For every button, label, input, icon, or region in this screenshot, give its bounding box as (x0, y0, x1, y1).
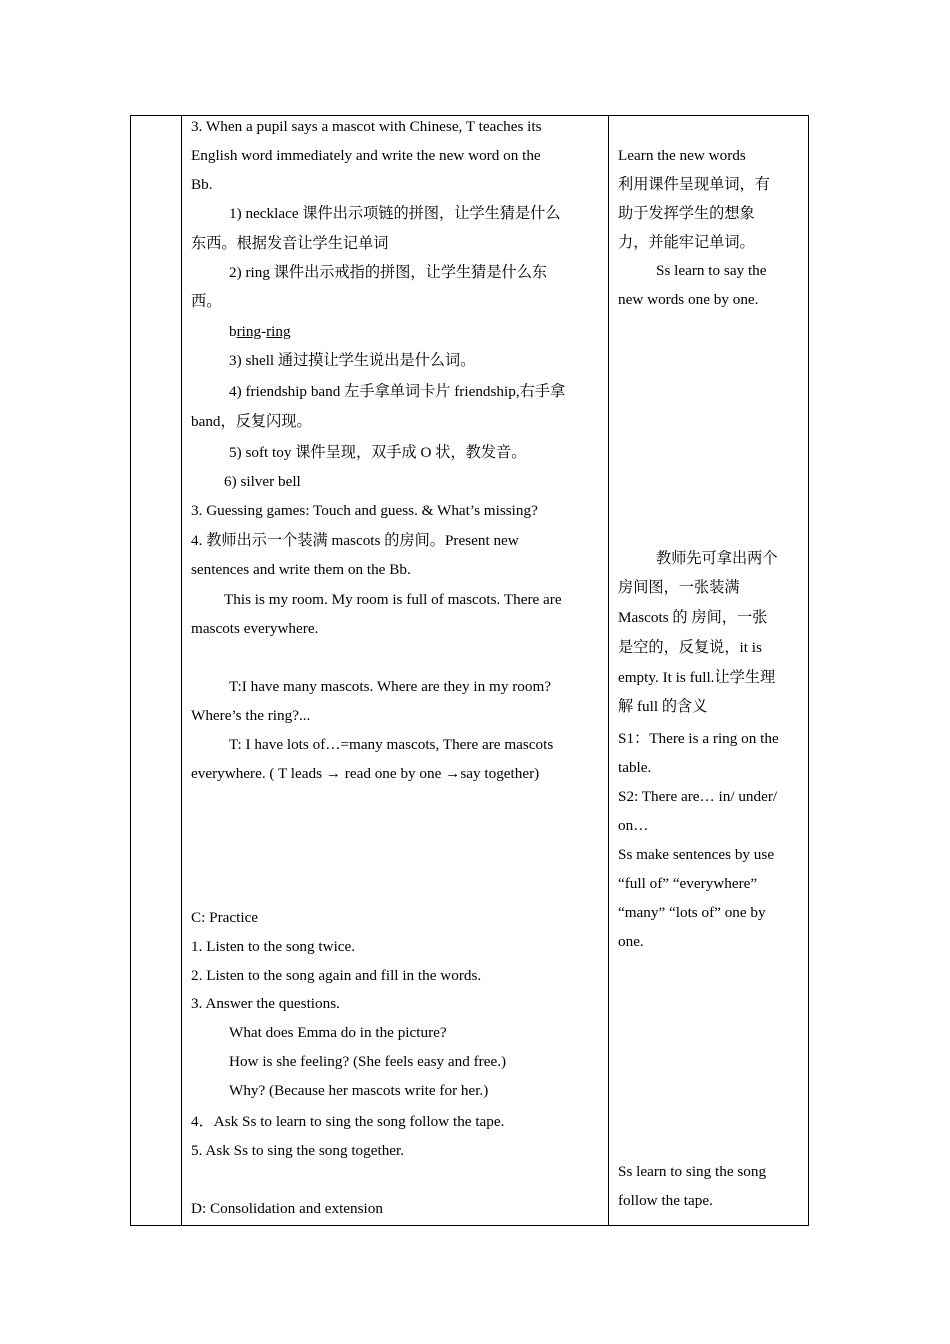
section-heading-consolidation: D: Consolidation and extension (191, 1200, 383, 1217)
text-line: 2) ring 课件出示戒指的拼图，让学生猜是什么东 (229, 264, 548, 281)
note-line: S2: There are… in/ under/ (618, 788, 778, 805)
text-line: 4) friendship band 左手拿单词卡片 friendship,右手拿 (229, 383, 566, 400)
underlined-ring-2: ring (266, 323, 291, 340)
note-line: “many” “lots of” one by (618, 904, 766, 921)
text-line: 西。 (191, 293, 222, 310)
text-line: 东西。根据发音让学生记单词 (191, 235, 389, 252)
text-line: What does Emma do in the picture? (229, 1024, 447, 1041)
note-line: 是空的，反复说，it is (618, 639, 762, 656)
note-line: 力，并能牢记单词。 (618, 234, 755, 251)
text-line: 3. Guessing games: Touch and guess. & What’s missing? (191, 502, 538, 519)
note-line: follow the tape. (618, 1192, 713, 1209)
note-line: empty. It is full.让学生理 (618, 669, 776, 686)
column-divider-1 (181, 116, 182, 1225)
letter-b: b (229, 323, 237, 340)
text-line: Why? (Because her mascots write for her.) (229, 1082, 489, 1099)
text-line: 4．Ask Ss to learn to sing the song follow the tape. (191, 1113, 505, 1130)
note-line: new words one by one. (618, 291, 759, 308)
text-line: 5) soft toy 课件呈现，双手成 O 状，教发音。 (229, 444, 527, 461)
lesson-plan-table (130, 115, 809, 1226)
text-line: 1. Listen to the song twice. (191, 938, 356, 955)
note-line: Ss make sentences by use (618, 846, 775, 863)
note-line: Ss learn to sing the song (618, 1163, 767, 1180)
text-line: everywhere. ( T leads → read one by one →say together) (191, 765, 540, 782)
text-line: Where’s the ring?... (191, 707, 311, 724)
note-line: one. (618, 933, 644, 950)
text-line: 3) shell 通过摸让学生说出是什么词。 (229, 352, 476, 369)
text-line: English word immediately and write the new word on the (191, 147, 541, 164)
purpose-column (618, 116, 802, 1225)
text-line: This is my room. My room is full of mascots. There are (224, 591, 562, 608)
note-line: Ss learn to say the (656, 262, 767, 279)
note-line: 房间图，一张装满 (618, 579, 740, 596)
note-line: 助于发挥学生的想象 (618, 205, 755, 222)
hyphen: - (261, 323, 267, 340)
text-line: band，反复闪现。 (191, 413, 312, 430)
column-divider-2 (608, 116, 609, 1225)
text-line: 2. Listen to the song again and fill in the words. (191, 967, 482, 984)
word-split-line (191, 322, 291, 342)
text-line: sentences and write them on the Bb. (191, 561, 411, 578)
text-line: 6) silver bell (224, 473, 301, 490)
note-line: Mascots 的 房间，一张 (618, 609, 768, 626)
text-line: mascots everywhere. (191, 620, 319, 637)
section-heading-practice: C: Practice (191, 909, 259, 926)
underlined-ring-1: ring (236, 323, 262, 340)
note-line: on… (618, 817, 649, 834)
text-line: 4. 教师出示一个装满 mascots 的房间。Present new (191, 532, 519, 549)
text-line: 3. When a pupil says a mascot with Chinese, T teaches its (191, 118, 542, 135)
text-line: 3. Answer the questions. (191, 995, 340, 1012)
note-line: Learn the new words (618, 147, 746, 164)
note-line: table. (618, 759, 652, 776)
note-line: 解 full 的含义 (618, 698, 708, 715)
text-line: How is she feeling? (She feels easy and free.) (229, 1053, 507, 1070)
text-line: T: I have lots of…=many mascots, There are mascots (229, 736, 554, 753)
text-line: T:I have many mascots. Where are they in my room? (229, 678, 552, 695)
note-line: “full of” “everywhere” (618, 875, 758, 892)
text-line: 1) necklace 课件出示项链的拼图，让学生猜是什么 (229, 205, 561, 222)
note-line: 教师先可拿出两个 (656, 550, 778, 567)
note-line: 利用课件呈现单词，有 (618, 176, 770, 193)
note-line: S1：There is a ring on the (618, 730, 779, 747)
procedure-column (191, 116, 603, 1225)
text-line: Bb. (191, 176, 213, 193)
text-line: 5. Ask Ss to sing the song together. (191, 1142, 405, 1159)
